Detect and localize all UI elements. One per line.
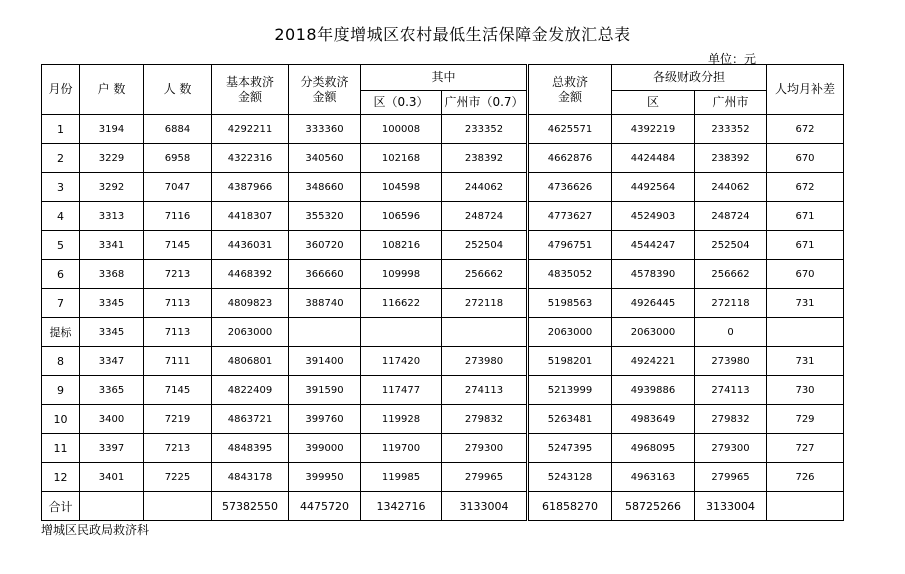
- header-total-relief-line2: 金额: [557, 89, 582, 104]
- cell-avg: 727: [767, 434, 844, 463]
- cell-fin-district: 4544247: [612, 231, 695, 260]
- unit-label: 单位：元: [708, 52, 757, 66]
- relief-summary-table: [41, 64, 844, 521]
- cell-month: 12: [42, 463, 80, 492]
- header-monthly-avg: 人均月补差: [767, 65, 844, 115]
- cell-total: 5247395: [528, 434, 612, 463]
- header-basic-relief-line2: 金额: [237, 89, 262, 104]
- cell-month: 11: [42, 434, 80, 463]
- cell-fin-district: 4424484: [612, 144, 695, 173]
- cell-persons: 7219: [144, 405, 212, 434]
- header-total-relief: [528, 65, 612, 115]
- cell-district: 109998: [361, 260, 442, 289]
- cell-district: 1342716: [361, 492, 442, 521]
- cell-fin-district: 4924221: [612, 347, 695, 376]
- cell-fin-city: 272118: [695, 289, 767, 318]
- cell-fin-city: 244062: [695, 173, 767, 202]
- cell-households: 3347: [80, 347, 144, 376]
- cell-month: 8: [42, 347, 80, 376]
- cell-month: 5: [42, 231, 80, 260]
- header-basic-relief-line1: 基本救济: [225, 74, 274, 89]
- cell-month: 9: [42, 376, 80, 405]
- cell-avg: [767, 318, 844, 347]
- footer-department: 增城区民政局救济科: [41, 523, 150, 537]
- cell-basic: 4843178: [212, 463, 289, 492]
- cell-category: 360720: [289, 231, 361, 260]
- cell-basic: 4292211: [212, 115, 289, 144]
- table-row: [42, 144, 844, 173]
- cell-total: 61858270: [528, 492, 612, 521]
- cell-total: 5243128: [528, 463, 612, 492]
- cell-total: 4736626: [528, 173, 612, 202]
- cell-fin-district: 58725266: [612, 492, 695, 521]
- cell-district: 119985: [361, 463, 442, 492]
- cell-category: 399950: [289, 463, 361, 492]
- cell-avg: 670: [767, 144, 844, 173]
- header-month: 月份: [42, 65, 80, 115]
- cell-households: 3368: [80, 260, 144, 289]
- cell-avg: [767, 492, 844, 521]
- cell-category: 391590: [289, 376, 361, 405]
- cell-city: 279300: [442, 434, 528, 463]
- cell-basic: 2063000: [212, 318, 289, 347]
- header-total-relief-line1: 总救济: [551, 74, 588, 89]
- cell-persons: [144, 492, 212, 521]
- cell-category: 348660: [289, 173, 361, 202]
- cell-fin-district: 2063000: [612, 318, 695, 347]
- cell-households: 3397: [80, 434, 144, 463]
- cell-fin-district: 4524903: [612, 202, 695, 231]
- cell-avg: 726: [767, 463, 844, 492]
- header-finance-district: 区: [612, 91, 695, 115]
- cell-avg: 671: [767, 231, 844, 260]
- cell-basic: 57382550: [212, 492, 289, 521]
- cell-district: 116622: [361, 289, 442, 318]
- table-row: [42, 463, 844, 492]
- cell-avg: 731: [767, 347, 844, 376]
- cell-city: 272118: [442, 289, 528, 318]
- cell-city: 252504: [442, 231, 528, 260]
- table-body: [42, 115, 844, 521]
- cell-city: 279832: [442, 405, 528, 434]
- table-row: [42, 260, 844, 289]
- cell-persons: 6884: [144, 115, 212, 144]
- header-category-relief-line2: 金额: [312, 89, 337, 104]
- cell-fin-city: 279965: [695, 463, 767, 492]
- cell-basic: 4806801: [212, 347, 289, 376]
- header-city-share: 广州市（0.7）: [442, 91, 528, 115]
- cell-total: 4625571: [528, 115, 612, 144]
- cell-basic: 4436031: [212, 231, 289, 260]
- cell-month: 1: [42, 115, 80, 144]
- cell-basic: 4822409: [212, 376, 289, 405]
- table-row: [42, 434, 844, 463]
- cell-fin-district: 4968095: [612, 434, 695, 463]
- table-row: [42, 376, 844, 405]
- header-category-relief-line1: 分类救济: [300, 74, 349, 89]
- cell-total: 4835052: [528, 260, 612, 289]
- cell-month: 10: [42, 405, 80, 434]
- cell-basic: 4848395: [212, 434, 289, 463]
- cell-households: 3292: [80, 173, 144, 202]
- cell-persons: 7213: [144, 260, 212, 289]
- cell-avg: 731: [767, 289, 844, 318]
- header-district-share: 区（0.3）: [361, 91, 442, 115]
- cell-avg: 729: [767, 405, 844, 434]
- cell-fin-city: 233352: [695, 115, 767, 144]
- cell-city: 248724: [442, 202, 528, 231]
- cell-households: 3401: [80, 463, 144, 492]
- cell-total: 4773627: [528, 202, 612, 231]
- cell-total: 5263481: [528, 405, 612, 434]
- cell-fin-city: 0: [695, 318, 767, 347]
- cell-persons: 7047: [144, 173, 212, 202]
- cell-category: 333360: [289, 115, 361, 144]
- cell-fin-city: 279832: [695, 405, 767, 434]
- cell-city: 233352: [442, 115, 528, 144]
- cell-month: 7: [42, 289, 80, 318]
- cell-month: 提标: [42, 318, 80, 347]
- cell-basic: 4322316: [212, 144, 289, 173]
- table-row: [42, 115, 844, 144]
- cell-persons: 7145: [144, 231, 212, 260]
- cell-district: 102168: [361, 144, 442, 173]
- cell-households: 3194: [80, 115, 144, 144]
- cell-category: 399000: [289, 434, 361, 463]
- header-of-which: 其中: [361, 65, 528, 91]
- cell-fin-district: 4926445: [612, 289, 695, 318]
- cell-avg: 730: [767, 376, 844, 405]
- cell-fin-city: 3133004: [695, 492, 767, 521]
- cell-fin-district: 4983649: [612, 405, 695, 434]
- header-category-relief: [289, 65, 361, 115]
- cell-district: [361, 318, 442, 347]
- cell-avg: 672: [767, 115, 844, 144]
- cell-fin-city: 238392: [695, 144, 767, 173]
- table-row: [42, 202, 844, 231]
- cell-fin-city: 279300: [695, 434, 767, 463]
- cell-fin-district: 4939886: [612, 376, 695, 405]
- cell-persons: 7113: [144, 289, 212, 318]
- cell-persons: 7225: [144, 463, 212, 492]
- cell-city: 279965: [442, 463, 528, 492]
- document-title: 2018年度增城区农村最低生活保障金发放汇总表: [274, 25, 631, 44]
- header-households: 户 数: [80, 65, 144, 115]
- table-row: [42, 318, 844, 347]
- cell-persons: 7213: [144, 434, 212, 463]
- cell-district: 117477: [361, 376, 442, 405]
- cell-category: 4475720: [289, 492, 361, 521]
- cell-category: 355320: [289, 202, 361, 231]
- cell-fin-district: 4392219: [612, 115, 695, 144]
- cell-city: 3133004: [442, 492, 528, 521]
- cell-city: 273980: [442, 347, 528, 376]
- cell-avg: 671: [767, 202, 844, 231]
- cell-households: 3345: [80, 289, 144, 318]
- cell-total: 5213999: [528, 376, 612, 405]
- table-row: [42, 173, 844, 202]
- cell-fin-district: 4963163: [612, 463, 695, 492]
- table-row: [42, 231, 844, 260]
- cell-households: 3345: [80, 318, 144, 347]
- cell-households: 3365: [80, 376, 144, 405]
- cell-avg: 670: [767, 260, 844, 289]
- cell-city: 244062: [442, 173, 528, 202]
- cell-basic: 4863721: [212, 405, 289, 434]
- cell-fin-city: 273980: [695, 347, 767, 376]
- cell-total: 4796751: [528, 231, 612, 260]
- cell-persons: 6958: [144, 144, 212, 173]
- header-basic-relief: [212, 65, 289, 115]
- cell-persons: 7116: [144, 202, 212, 231]
- cell-fin-city: 256662: [695, 260, 767, 289]
- cell-category: 366660: [289, 260, 361, 289]
- cell-persons: 7145: [144, 376, 212, 405]
- cell-basic: 4418307: [212, 202, 289, 231]
- table-row: [42, 347, 844, 376]
- cell-households: 3229: [80, 144, 144, 173]
- cell-category: 340560: [289, 144, 361, 173]
- cell-district: 104598: [361, 173, 442, 202]
- header-finance-split: 各级财政分担: [612, 65, 767, 91]
- cell-persons: 7113: [144, 318, 212, 347]
- cell-total: 5198563: [528, 289, 612, 318]
- cell-district: 108216: [361, 231, 442, 260]
- cell-category: 399760: [289, 405, 361, 434]
- cell-total: 2063000: [528, 318, 612, 347]
- cell-fin-city: 248724: [695, 202, 767, 231]
- cell-city: 274113: [442, 376, 528, 405]
- cell-fin-city: 252504: [695, 231, 767, 260]
- cell-persons: 7111: [144, 347, 212, 376]
- cell-households: 3400: [80, 405, 144, 434]
- cell-basic: 4468392: [212, 260, 289, 289]
- cell-district: 106596: [361, 202, 442, 231]
- cell-category: 388740: [289, 289, 361, 318]
- header-finance-city: 广州市: [695, 91, 767, 115]
- cell-category: 391400: [289, 347, 361, 376]
- cell-district: 117420: [361, 347, 442, 376]
- cell-category: [289, 318, 361, 347]
- cell-month: 6: [42, 260, 80, 289]
- cell-month: 3: [42, 173, 80, 202]
- cell-basic: 4809823: [212, 289, 289, 318]
- cell-month: 2: [42, 144, 80, 173]
- cell-fin-city: 274113: [695, 376, 767, 405]
- cell-district: 119700: [361, 434, 442, 463]
- table-row: [42, 405, 844, 434]
- cell-avg: 672: [767, 173, 844, 202]
- cell-households: 3313: [80, 202, 144, 231]
- cell-city: 238392: [442, 144, 528, 173]
- cell-month: 合计: [42, 492, 80, 521]
- cell-district: 119928: [361, 405, 442, 434]
- cell-basic: 4387966: [212, 173, 289, 202]
- cell-total: 5198201: [528, 347, 612, 376]
- cell-fin-district: 4578390: [612, 260, 695, 289]
- total-row: [42, 492, 844, 521]
- cell-fin-district: 4492564: [612, 173, 695, 202]
- cell-city: 256662: [442, 260, 528, 289]
- cell-month: 4: [42, 202, 80, 231]
- cell-district: 100008: [361, 115, 442, 144]
- cell-households: 3341: [80, 231, 144, 260]
- header-persons: 人 数: [144, 65, 212, 115]
- table-row: [42, 289, 844, 318]
- cell-city: [442, 318, 528, 347]
- cell-total: 4662876: [528, 144, 612, 173]
- cell-households: [80, 492, 144, 521]
